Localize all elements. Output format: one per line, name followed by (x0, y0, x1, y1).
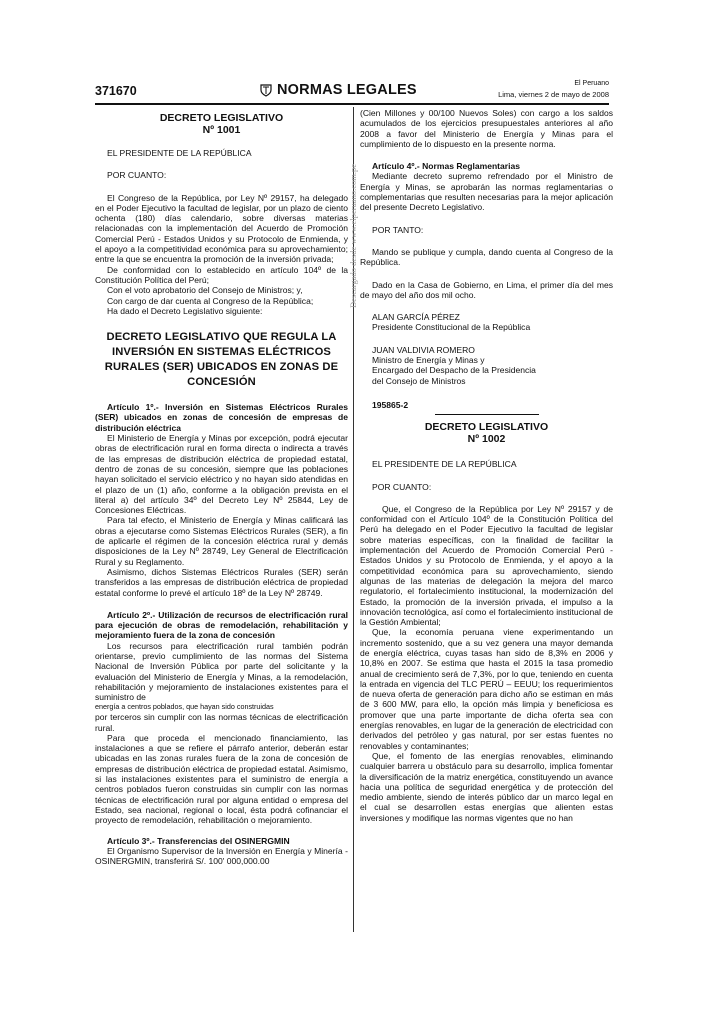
article-heading: Artículo 3º.- Transferencias del OSINERGMIN (107, 835, 290, 846)
por-cuanto: POR CUANTO: (107, 170, 167, 181)
left-column (95, 108, 348, 866)
article-heading: Artículo 1º.- Inversión en Sistemas Eléctricos Rurales (SER) ubicados en zonas de concesión de empresas de distribución eléctrica (95, 402, 348, 433)
paragraph: El Ministerio de Energía y Minas por excepción, podrá ejecutar obras de electrificación rural en forma directa o indirecta a través de las empresas de distribución eléctrica de propiedad estatal, dentro de zonas de su concesión, siempre que las poblaciones hayan solicitado el servicio eléctrico y no hayan sido atendidas en el plazo de un (1) año, conforme a la obligación prevista en el literal a) del artículo 34º del Decreto Ley Nº 25844, Ley de Concesiones Eléctricas. (95, 433, 348, 516)
right-column (360, 108, 613, 823)
decree2-title: DECRETO LEGISLATIVO (424, 421, 549, 434)
por-cuanto: POR CUANTO: (372, 481, 432, 492)
reference-code: 195865-2 (372, 399, 409, 410)
paragraph: Los recursos para electrificación rural también podrán orientarse, previo cumplimiento de las normas del Sistema Nacional de Inversión Pública por parte del solicitante y la evaluación del Ministerio de Energía y Minas, a la remodelación, rehabilitación y mejoramiento de instalaciones existentes para el suministro de (95, 640, 348, 703)
por-tanto: POR TANTO: (372, 224, 424, 235)
paragraph: Dado en la Casa de Gobierno, en Lima, el primer día del mes de mayo del año dos mil ocho. (360, 279, 613, 300)
paragraph: (Cien Millones y 00/100 Nuevos Soles) con cargo a los saldos acumulados de los ejercicios presupuestales anteriores al año 2008 a favor del Ministerio de Energía y Minas para el cumplimiento de lo dispuesto en la presente norma. (360, 108, 613, 149)
president-heading: EL PRESIDENTE DE LA REPÚBLICA (107, 148, 252, 158)
publication-title: NORMAS LEGALES (277, 82, 417, 98)
paragraph: Mando se publique y cumpla, dando cuenta al Congreso de la República. (360, 246, 613, 268)
decree1-title: DECRETO LEGISLATIVO (159, 112, 284, 124)
signatory-title: Presidente Constitucional de la República (372, 322, 531, 333)
article-heading: Artículo 4º.- Normas Reglamentarias (372, 161, 520, 172)
paragraph: Para que proceda el mencionado financiamiento, las instalaciones a que se refiere el párrafo anterior, deberán estar ubicadas en las zonas rurales fuera de la zona de concesión de empresas de distribución eléctrica de propiedad estatal. Asimismo, si las instalaciones existentes para el suministro de energía a centros poblados fueron construidas sin cumplir con las normas técnicas de electrificación rural por alguna entidad o empresa del Estado, sea nacional, regional o local, ésta podrá cofinanciar el proyecto de remodelación, rehabilitación o mejoramiento. (95, 732, 348, 826)
president-heading: EL PRESIDENTE DE LA REPÚBLICA (372, 459, 517, 470)
paragraph: Que, la economía peruana viene experimentando un incremento sostenido, que a su vez genera una mayor demanda de energía eléctrica, cuyas tasas han sido de 8,3% en 2006 y 10,8% en 2007. Se estima que hasta el 2015 la tasa promedio anual de crecimiento será de 7,3%, por lo que, teniendo en cuenta la entrada en vigencia del TLC PERÚ – EEUU; los requerimientos de nueva oferta de generación para dicho año se estiman en más de 3 600 MW, para ello, la opción más limpia y beneficiosa es promover que una parte importante de dicha oferta sea con energías renovables, en lugar de la generación de electricidad con derivados del petróleo y gas natural, por ser estas fuentes no renovables y contaminantes; (360, 627, 613, 751)
decree2-number: Nº 1002 (467, 433, 506, 446)
signatory-title: Encargado del Despacho de la Presidencia (372, 365, 536, 376)
watermark-text: Descargado desde www.elperuano.com.pe (348, 164, 358, 308)
main-title: DECRETO LEGISLATIVO QUE REGULA LA INVERSIÓN EN SISTEMAS ELÉCTRICOS RURALES (SER) UBICADOS EN ZONAS DE CONCESIÓN (104, 331, 339, 389)
paragraph: Con el voto aprobatorio del Consejo de Ministros; y, (107, 285, 303, 296)
coat-of-arms-icon (259, 83, 273, 97)
signatory-title: Ministro de Energía y Minas y (372, 355, 485, 366)
paragraph: Que, el fomento de las energías renovables, eliminando cualquier barrera u obstáculo para su desarrollo, implica fomentar la diversificación de la matriz energética, constituyendo un avance hacia una política de seguridad energética y de protección del medio ambiente, siendo de interés público dar un marco legal en el cual se desarrollen estas energías que alienten estas inversiones y modifique las normas vigentes que no han (360, 750, 613, 823)
newspaper-name: El Peruano (574, 80, 609, 87)
page-number: 371670 (95, 84, 137, 98)
paragraph: El Congreso de la República, por Ley Nº 29157, ha delegado en el Poder Ejecutivo la facultad de legislar, por un plazo de ciento ochenta (180) días calendario, sobre diversas materias relacionadas con la implementación del Acuerdo de Promoción Comercial Perú - Estados Unidos y su Protocolo de Enmienda, y el apoyo a la competitividad económica para su aprovechamiento; entre la que se encuentra la promoción de la inversión privada; (95, 192, 348, 265)
signatory-name: JUAN VALDIVIA ROMERO (372, 344, 475, 355)
paragraph: El Organismo Supervisor de la Inversión en Energía y Minería - OSINERGMIN, transferirá S/. 100' 000,000.00 (95, 845, 348, 867)
paragraph: Para tal efecto, el Ministerio de Energía y Minas calificará las obras a ejecutarse como Sistemas Eléctricos Rurales (SER), a fin de aplicarle el régimen de la concesión eléctrica rural y demás disposiciones de la Ley Nº 28749, Ley General de Electrificación Rural y su Reglamento. (95, 515, 348, 567)
signatory-name: ALAN GARCÍA PÉREZ (372, 312, 460, 323)
paragraph-small: energía a centros poblados, que hayan sido construidas (95, 702, 274, 712)
watermark (346, 100, 360, 310)
decree1-number: Nº 1001 (202, 124, 241, 136)
paragraph: Con cargo de dar cuenta al Congreso de la República; (107, 295, 314, 306)
date-line: Lima, viernes 2 de mayo de 2008 (498, 90, 609, 99)
article-heading: Artículo 2º.- Utilización de recursos de electrificación rural para ejecución de obras de remodelación, rehabilitación y mejoramiento fuera de la zona de concesión (95, 609, 348, 641)
signatory-title: del Consejo de Ministros (372, 375, 466, 386)
paragraph: Ha dado el Decreto Legislativo siguiente: (107, 305, 263, 316)
paragraph: Asimismo, dichos Sistemas Eléctricos Rurales (SER) serán transferidos a las empresas de distribución eléctrica de propiedad estatal conforme lo prevé el artículo 18º de la Ley Nº 28749. (95, 566, 348, 598)
paragraph: Que, el Congreso de la República por Ley Nº 29157 y de conformidad con el Artículo 104º de la Constitución Política del Perú ha delegado en el Poder Ejecutivo la facultad de legislar sobre materias específicas, con la finalidad de facilitar la implementación del Acuerdo de Promoción Comercial Perú - Estados Unidos y su Protocolo de Enmienda, y el apoyo a la competitividad económica para su aprovechamiento, siendo algunas de las materias de delegación la mejora del marco regulatorio, el fortalecimiento institucional, la modernización del Estado, la promoción de la inversión privada, el impulso a la innovación tecnológica, así como el fortalecimiento institucional de la Gestión Ambiental; (360, 503, 613, 628)
paragraph: Mediante decreto supremo refrendado por el Ministro de Energía y Minas, se aprobarán las normas reglamentarias o complementarias que resulten necesarias para la mejor aplicación del presente Decreto Legislativo. (360, 171, 613, 213)
paragraph: De conformidad con lo establecido en artículo 104º de la Constitución Política del Perú; (95, 264, 348, 285)
paragraph: por terceros sin cumplir con las normas técnicas de electrificación rural. (95, 712, 348, 733)
